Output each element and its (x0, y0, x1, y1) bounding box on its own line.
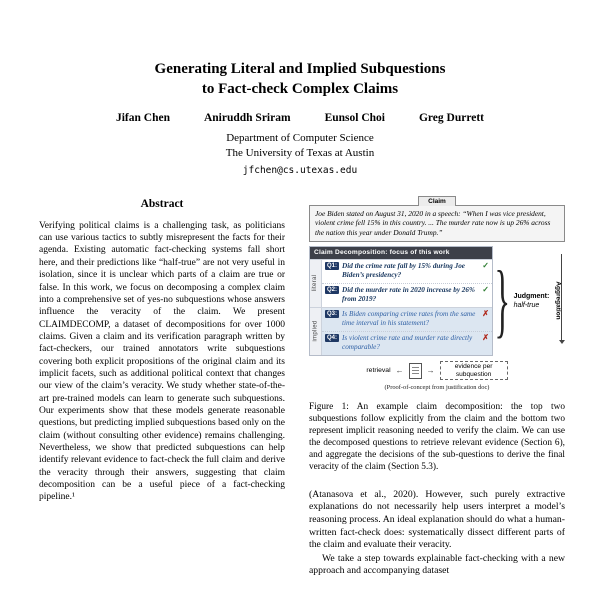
implied-group (310, 307, 492, 355)
affiliation-line: The University of Texas at Austin (225, 147, 375, 160)
arrow-icon: → (426, 365, 435, 375)
question-text: Did the murder rate in 2020 increase by 26% from 2019? (342, 286, 475, 304)
left-column (34, 196, 290, 578)
literal-group (310, 259, 492, 307)
figure-footnote: (Proof-of-concept from justification doc) (384, 384, 490, 392)
author-row (34, 112, 566, 124)
author-name: Jifan Chen (115, 112, 170, 124)
author-name: Greg Durrett (418, 112, 485, 124)
author-name: Eunsol Choi (324, 112, 385, 124)
implied-group-label: implied (310, 308, 322, 355)
check-icon: ✓ (482, 261, 489, 271)
judgment-label: Judgment: (513, 292, 550, 300)
check-icon: ✓ (482, 285, 489, 295)
claim-decomposition (309, 246, 565, 356)
body-paragraph: (Atanasova et al., 2020). However, such purely extractive explanations do not necessarily help users interpret a model’s reasoning process. An ideal explanation should do what a human-written fact-check does: systematically dissect different parts of the claim and evaluate their veracity. (309, 488, 565, 551)
question-id: Q2: (327, 287, 338, 294)
claim-label: Claim (418, 196, 456, 206)
cross-icon: ✗ (482, 333, 489, 343)
cross-icon: ✗ (482, 309, 489, 319)
subquestion-row (322, 331, 492, 355)
judgment-block (493, 246, 551, 356)
email-address: jfchen@cs.utexas.edu (242, 164, 358, 176)
question-text: Is Biden comparing crime rates from the same time interval in his statement? (342, 310, 476, 328)
right-column (309, 196, 565, 578)
aggregation-label: Aggregation (554, 281, 562, 320)
figure-caption: Figure 1: An example claim decomposition: the top two subquestions follow explicitly from the claim and the bottom two represent implicit reasoning needed to verify the claim. We can use the decomposed questions to retrieve relevant evidence (Section 6), and aggregate the decisions of the sub-questions to derive the final veracity of the claim (Section 5.3). (309, 402, 565, 472)
decomposition-panel (309, 246, 493, 356)
evidence-label: evidence per subquestion (440, 361, 508, 381)
affiliation-line: Department of Computer Science (226, 132, 374, 144)
question-id: Q3: (327, 311, 338, 318)
author-name: Aniruddh Sriram (203, 112, 291, 124)
abstract-text: Verifying political claims is a challenging task, as politicians can use various tactics to subtly misrepresent the facts for their agenda. Existing automatic fact-checking systems fall short here, and their predictions like “half-true” are not very useful in isolation, since it is unclear which parts of a claim are true or false. In this work, we focus on decomposing a complex claim into a comprehensive set of yes-no subquestions whose answers influence the veracity of the claim. We present CLAIMDECOMP, a dataset of decompositions for over 1000 claims. Given a claim and its verification paragraph written by fact-checkers, our trained annotators write subquestions covering both explicit propositions of the original claim and its implicit facets, such as additional political context that changes our view of the claim’s veracity. We study whether state-of-the-art pre-trained models can learn to generate such subquestions. Our experiments show that these models generate reasonable questions, but predicting implied subquestions based only on the claim (without consulting other evidence) remains challenging. Nevertheless, we show that predicted subquestions can help identify relevant evidence to fact-check the full claim and derive the veracity through their answers, suggesting that claim decomposition can be a useful piece of a fact-checking pipeline.¹ (39, 220, 285, 503)
subquestion-row (322, 308, 492, 331)
judgment-value: half-true (513, 301, 540, 309)
abstract-heading: Abstract (140, 197, 184, 210)
affiliation-block (34, 131, 566, 162)
document-icon (409, 363, 422, 379)
paper-title-line2: to Fact-check Complex Claims (201, 80, 399, 97)
retrieval-flow (309, 361, 565, 381)
question-text: Is violent crime rate and murder rate directly comparable? (342, 334, 473, 352)
subquestion-row (322, 260, 492, 283)
figure-1 (309, 196, 565, 392)
two-column-layout (34, 196, 566, 578)
subquestion-row (322, 283, 492, 307)
paper-title (34, 60, 566, 99)
literal-group-label: literal (310, 260, 322, 307)
body-paragraph: We take a step towards explainable fact-checking with a new approach and accompanying dataset (309, 552, 565, 577)
body-text (309, 489, 565, 578)
decomposition-header: Claim Decomposition: focus of this work (310, 247, 492, 259)
question-text: Did the crime rate fall by 15% during Joe Biden’s presidency? (342, 262, 465, 280)
aggregation-block (551, 246, 565, 356)
claim-text: Joe Biden stated on August 31, 2020 in a speech: “When I was vice president, violent crime fell 15% in this country. ... The murder rate now is up 26% across the nation this year under Donald Trump.” (309, 205, 565, 242)
arrow-icon: ← (395, 365, 404, 375)
question-id: Q1: (327, 263, 338, 270)
question-id: Q4: (327, 335, 338, 342)
retrieval-label: retrieval (366, 367, 391, 375)
brace-glyph: } (494, 254, 511, 347)
paper-title-line1: Generating Literal and Implied Subquestions (154, 61, 446, 77)
